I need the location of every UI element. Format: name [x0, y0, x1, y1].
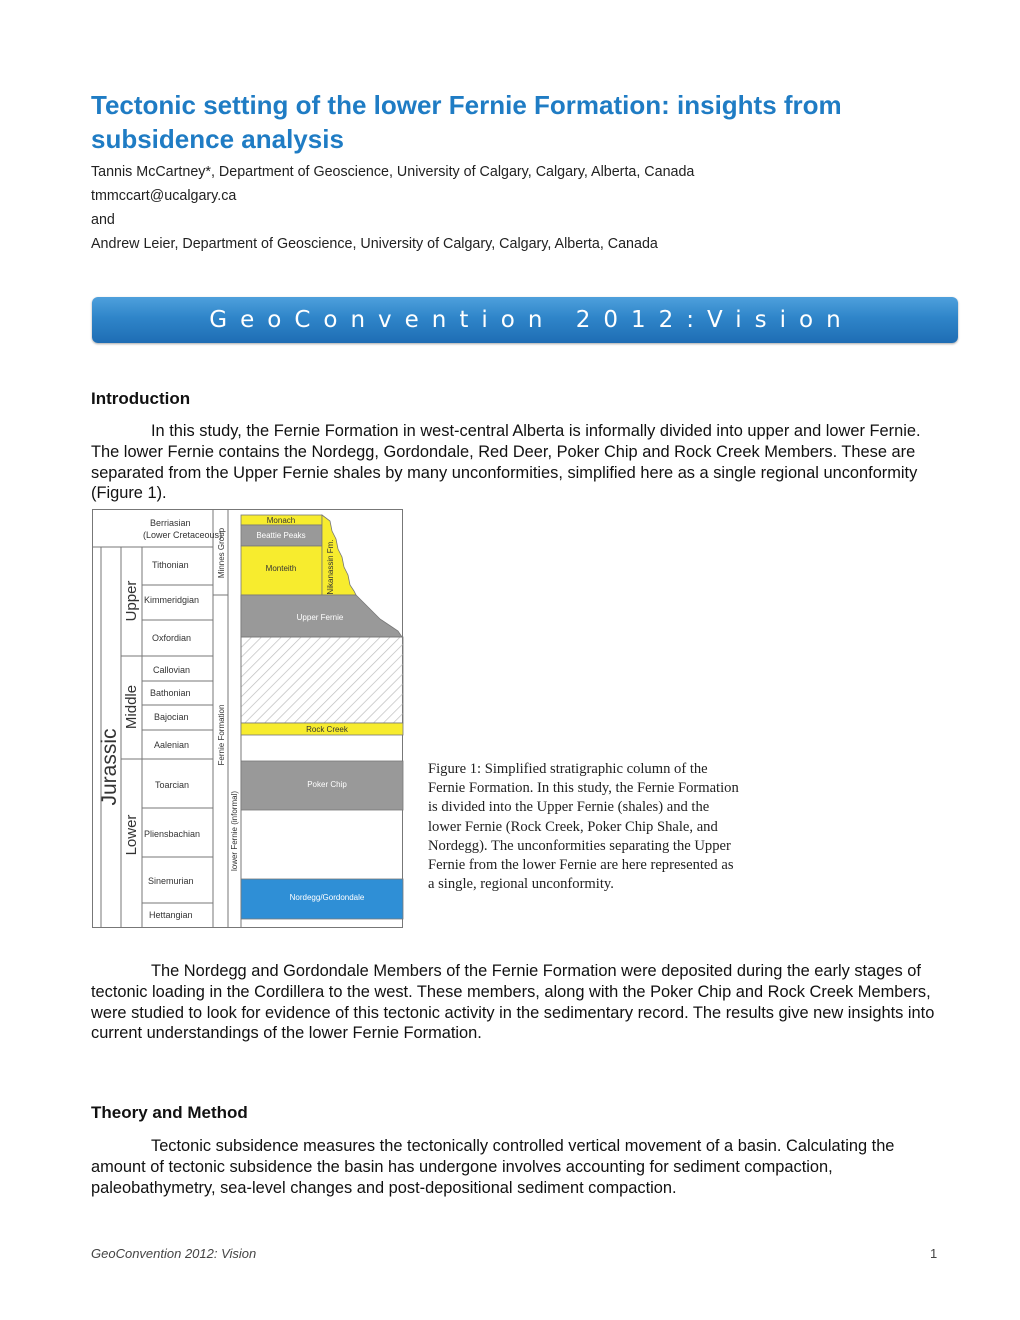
label-beattie-peaks: Beattie Peaks — [256, 531, 306, 540]
label-poker-chip: Poker Chip — [307, 780, 347, 789]
stage-hettangian: Hettangian — [149, 910, 193, 920]
group-fernie: Fernie Formation — [217, 704, 226, 766]
label-nordegg-gordondale: Nordegg/Gordondale — [289, 893, 365, 902]
series-middle: Middle — [123, 684, 140, 730]
and-text: and — [91, 212, 115, 228]
theory-paragraph-1: Tectonic subsidence measures the tectonically controlled vertical movement of a basin. Calculating the amount of tectonic subsidence the basin has undergone involves accounting for sediment compaction, paleobathymetry, sea-level changes and post-depositional sediment compaction. — [91, 1137, 895, 1197]
stage-kimmeridgian: Kimmeridgian — [144, 595, 200, 605]
introduction-paragraph-2: The Nordegg and Gordondale Members of the Fernie Formation were deposited during the early stages of tectonic loading in the Cordillera to the west. These members, along with the Poker Chip and Rock Creek Members, were studied to look for evidence of this tectonic activity in the sedimentary record. The results give new insights into current understandings of the lower Fernie Formation. — [91, 962, 935, 1043]
banner-text: GeoConvention 2012:Vision — [209, 307, 854, 333]
author-email: tmmccart@ucalgary.ca — [91, 188, 237, 204]
label-monach: Monach — [266, 516, 296, 525]
label-upper-fernie: Upper Fernie — [296, 613, 344, 622]
figure-caption: Figure 1: Simplified stratigraphic column of the Fernie Formation. In this study, the Fernie Formation is divided into the Upper Fernie (shales) and the lower Fernie (Rock Creek, Poker Chip Shale, and Nordegg). The unconformities separating the Upper Fernie from the lower Fernie are here represented as a single, regional unconformity. — [428, 761, 739, 893]
stage-berriasian: Berriasian — [150, 518, 191, 528]
stage-oxfordian: Oxfordian — [152, 633, 192, 643]
series-lower: Lower — [123, 814, 140, 856]
author-line-2: Andrew Leier, Department of Geoscience, University of Calgary, Calgary, Alberta, Canada — [91, 236, 658, 252]
system-jurassic: Jurassic — [98, 728, 121, 806]
author-line-1: Tannis McCartney*, Department of Geoscience, University of Calgary, Calgary, Alberta, Canada — [91, 164, 695, 180]
conference-banner — [92, 297, 958, 343]
stage-pliensbachian: Pliensbachian — [144, 829, 201, 839]
footer-conference: GeoConvention 2012: Vision — [91, 1246, 257, 1261]
label-rock-creek: Rock Creek — [306, 725, 348, 734]
unconformity-hatch — [241, 637, 403, 723]
label-monteith: Monteith — [265, 564, 297, 573]
stage-bajocian: Bajocian — [154, 712, 189, 722]
stratigraphic-column-figure — [92, 509, 405, 929]
stage-bathonian: Bathonian — [150, 688, 191, 698]
stage-sinemurian: Sinemurian — [148, 876, 194, 886]
introduction-paragraph-1: In this study, the Fernie Formation in west-central Alberta is informally divided into upper and lower Fernie. The lower Fernie contains the Nordegg, Gordondale, Red Deer, Poker Chip and Rock Creek Members. These are separated from the Upper Fernie shales by many unconformities, simplified here as a single regional unconformity (Figure 1). — [91, 422, 921, 503]
stage-aalenian: Aalenian — [154, 740, 190, 750]
stage-callovian: Callovian — [153, 665, 191, 675]
group-minnes: Minnes Group — [217, 527, 226, 579]
series-upper: Upper — [123, 580, 140, 622]
stage-lower-cretaceous: (Lower Cretaceous) — [143, 530, 223, 540]
paper-title: Tectonic setting of the lower Fernie Formation: insights from subsidence analysis — [91, 90, 842, 154]
page-number: 1 — [930, 1246, 938, 1261]
group-lower-fernie: lower Fernie (informal) — [230, 790, 239, 872]
stage-tithonian: Tithonian — [152, 560, 189, 570]
stage-toarcian: Toarcian — [155, 780, 190, 790]
theory-heading: Theory and Method — [91, 1103, 248, 1122]
label-nikanassin: Nikanassin Fm. — [326, 539, 335, 595]
introduction-heading: Introduction — [91, 389, 191, 408]
